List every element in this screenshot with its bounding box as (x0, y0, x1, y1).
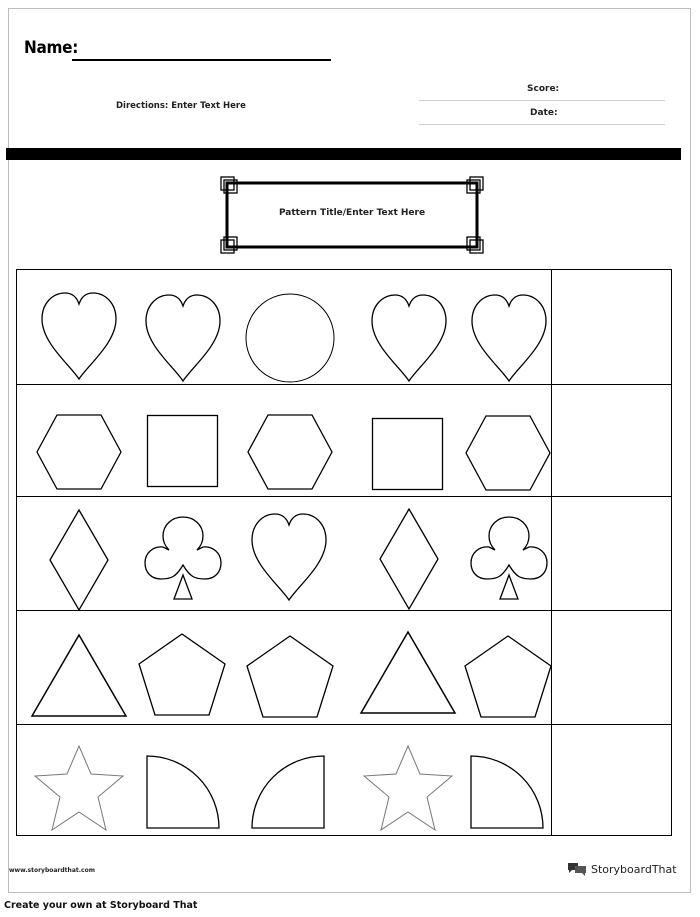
pentagon-icon (245, 634, 335, 720)
brand-name: StoryboardThat (591, 862, 677, 876)
pattern-title-box (217, 173, 487, 257)
directions-text: Directions: Enter Text Here (116, 101, 246, 111)
speech-bubbles-icon (567, 861, 587, 877)
square-icon (371, 417, 445, 491)
pattern-title: Pattern Title/Enter Text Here (278, 208, 426, 218)
square-icon (146, 414, 220, 488)
heart-icon (144, 293, 222, 383)
diamond-icon (378, 507, 440, 611)
footer-url[interactable]: www.storyboardthat.com (9, 867, 95, 874)
diamond-icon (48, 508, 110, 612)
pentagon-icon (137, 632, 227, 718)
date-line[interactable] (419, 124, 665, 125)
pentagon-icon (463, 634, 553, 720)
hexagon-icon (35, 413, 123, 491)
score-label: Score: (527, 84, 560, 94)
answer-cell[interactable] (551, 497, 671, 610)
name-label: Name: (24, 38, 79, 58)
answer-cell[interactable] (551, 385, 671, 496)
triangle-icon (359, 630, 457, 716)
club-icon (469, 515, 549, 603)
date-label: Date: (530, 108, 558, 118)
divider-bar (6, 148, 681, 160)
heart-icon (250, 512, 328, 602)
answer-cell[interactable] (551, 270, 671, 384)
heart-icon (370, 293, 448, 383)
create-your-own-link[interactable]: Create your own at Storyboard That (4, 900, 198, 911)
circle-icon (244, 292, 336, 384)
quarter-circle-icon (145, 754, 221, 830)
answer-cell[interactable] (551, 611, 671, 724)
heart-icon (40, 291, 118, 381)
quarter-circle-icon (469, 754, 545, 830)
pattern-row-3 (17, 497, 671, 611)
club-icon (143, 515, 223, 603)
quarter-circle-icon (250, 754, 326, 830)
score-line[interactable] (419, 100, 665, 101)
star-icon (31, 744, 127, 834)
hexagon-icon (246, 413, 334, 491)
triangle-icon (30, 633, 128, 719)
star-icon (360, 744, 456, 834)
name-line[interactable] (72, 59, 331, 61)
storyboardthat-logo[interactable] (567, 861, 677, 877)
hexagon-icon (464, 414, 552, 492)
answer-cell[interactable] (551, 725, 671, 835)
heart-icon (470, 293, 548, 383)
